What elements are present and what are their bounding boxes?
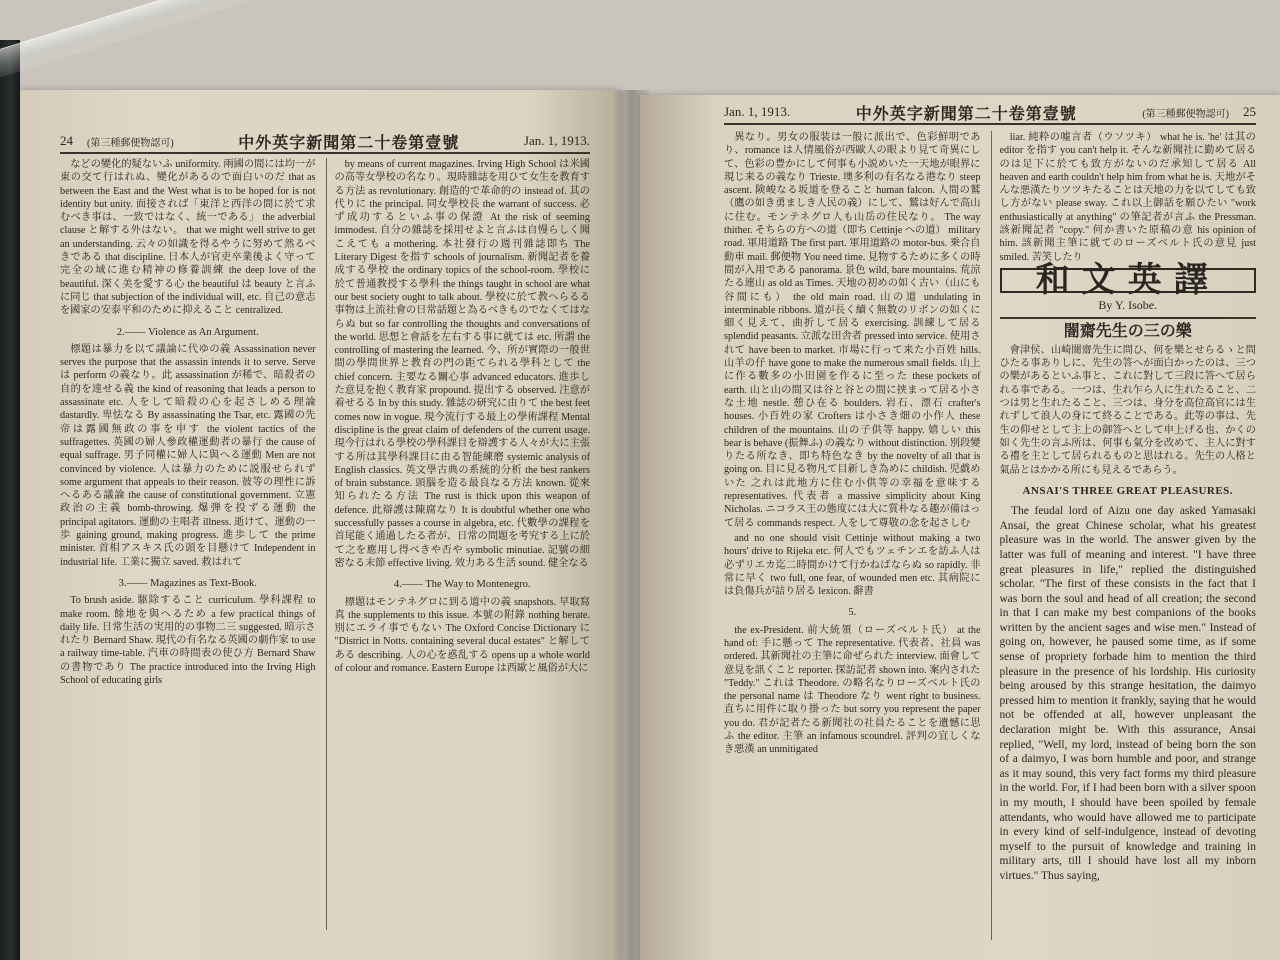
annotation-paragraph: 標題はモンテネグロに到る道中の義 snapshots. 早取寫真 the supplements to this issue. 本號の附錄 nothing berate. 別にエライ事でもない The Oxford Concise Dictionary に "District in Notts. containing several ducal estates" と解してある describing. 人の心を惑乱する opens up a whole world of colour and romance. Eastern Europe は西歐と風俗が大に bbox=[334, 596, 590, 674]
mail-permit-note: (第三種郵便物認可) bbox=[1142, 108, 1229, 120]
byline: By Y. Isobe. bbox=[1098, 298, 1158, 313]
section-heading: 3.—— Magazines as Text-Book. bbox=[118, 577, 257, 589]
left-page bbox=[20, 90, 620, 960]
japanese-story-text: 會津侯、山崎闇齋先生に問ひ、何を樂とせらるゝと問ひたる事ありしに、先生の答へが面白かったのは、三つの樂があるといふ事と、これに對して三段に答へて居られる事である。一つは、生れ乍ら人に生れたること、二つは男と生れたること、三つは、身分を高位高官には生れずして浪人の身にて終ることである。此等の事は、先生の仰せとして主上の御答へとして申上げる也、かくの如く先生の言ふ所は、何事も氣分を改めて、主人に對する禮を主として居られるものと思はれる。先生の人格と氣品とはかかる所にも見えるであらう。 bbox=[999, 344, 1256, 476]
mail-permit-note: (第三種郵便物認可) bbox=[87, 137, 174, 149]
english-story bbox=[1000, 504, 1257, 883]
annotation-paragraph: 標題は暴力を以て議論に代ゆの義 Assassination never serves the purpose that the assassin intends it to serve. Serve は perform の義なり。此 assassination が稀で、暗殺者の自的を達せる義 the kind of reasoning that leads a person to assassinate etc. 人をして暗殺の心を起さしめる理論 dastardly. 卑怯なる By assassinating the Tsar, etc. 露國の先帝は露國無政の事を申す the violent tactics of the suffragettes. 英國の婦人參政權運動者の暴行 the cause of equal suffrage. 男子同權に婦人に與へる運動 Men are not convinced by violence. 人は暴力のために説服せられず some argument that appeals to their reason. 彼等の理性に訴へるある議論 the cause of constitutional government. 立憲政治の主義 bomb-throwing. 爆弾を投ずる運動 the principal agitators. 運動の主唱者 illness. 逝けて、運動の一歩 gaining ground, making progress. 進歩して the prime minister. 首相アスキス氏の頭を目懸けて Independent in industrial life. 工業に獨立 saved. 救はれて bbox=[60, 343, 316, 568]
page-number: 25 bbox=[1243, 104, 1256, 119]
section-heading: 5. bbox=[848, 607, 857, 619]
right-page bbox=[640, 95, 1280, 960]
right-column-2 bbox=[991, 131, 1257, 940]
right-page-header bbox=[724, 101, 1256, 125]
issue-date: Jan. 1, 1913. bbox=[523, 133, 590, 148]
annotation-paragraph: liar. 純粋の嘘言者（ウソツキ） what he is. 'he' は其の editor を指す you can't help it. そんな新聞社に勤めて居るのは足下に於ても致方がないのだ承知して居る All heaven and earth couldn't help him from what he is. 天地がそんな悪漢たりツツキたることは天地の力を以てしても致し方がない please sway. これ以上御話を願ひたい "work enthusiastically at anything" の筆記者が言ふ the Pressman. 該新聞記者 "copy." 何か書いた原稿の意 his opinion of him. 該新聞主筆に就てのローズベルト氏の意見 just smiled. 苦笑したり bbox=[999, 132, 1256, 263]
left-page-header bbox=[60, 130, 590, 154]
divider-rule bbox=[1000, 317, 1257, 319]
left-column-1 bbox=[60, 158, 316, 930]
annotation-paragraph: 異なり。男女の服装は一般に派出で、色彩鮮明であり、romance は人情風俗が西歐人の眼より見て奇異にして、色彩の豊かにして何事も小説めいた一天地が眼界に現じ来るの義なり Trieste. 墺多利の有名なる港なり steep ascent. 険峻なる坂道を登ること human falcon. 人間の鷲（鷹の如き勇ましき人民の義）にして、鷲は好んで高山に住む。モンテネグロ人も山岳の住民なり。 The way thither. そちらの方への道（即ち Cettinje への道） military road. 軍用道路 The first part. 軍用道路の motor-bus. 乗合自動車 mail. 郵便物 You need time. 見物するために多くの時間が入用である panorama. 景色 wild, bare mountains. 荒涼たる連山 as old as Times. 天地の初めの如く古い（山にも谷間にも） the old main road. 山の道 undulating in interminable ribbons. 道が長く續く無数のリボンの如くに細く見えて、曲折して居る exercising. 訓練して居る splendid peasants. 立派な田舎者 pressed into service. 使用されて have been to market. 市場に行って来た小百姓 hills. 山羊の仔 have gone to make the numerous small fields. 山上に作る數多の小田園を作るに至った these pockets of earth. 山と山の間又は谷と谷との間に挟まって居る小さな土地 nestle. 憩ひ在る boulders. 岩石、漂石 crafter's houses. 小百姓の家 Crofters は小さき畑の小作人 these children of the mountains. 山の子供等 happy. 嬉しい this bear is behave (振舞ふ) の義なり without distinction. 別段變りたる所なき、即ち特色なき by the novelty of all that is going on. 目に見る物凡て目新しき為めに childish. 児戯めいた 之れは此地方に住む小供等の幸福を意味する representatives. 代表者 a massive simplicity about King Nicholas. ニコラス王の態度には大に質朴なる趣が備はって居る commands respect. 人をして尊敬の念を起さしむ bbox=[724, 132, 981, 529]
section-title: 和文英譯 bbox=[1035, 261, 1220, 299]
book-binding bbox=[0, 40, 20, 960]
issue-date: Jan. 1, 1913. bbox=[724, 104, 791, 119]
page-number: 24 bbox=[60, 133, 73, 148]
annotation-paragraph: などの變化的疑ないふ uniformity. 兩國の間には均一が東の交て行はれぬ、變化があるので面白いのだ that as between the East and the West what is to be hoped for is not identity but unity. 面接されば「東洋と西洋の間に於て求むべき事は、一致ではなく、統一である」 the adverbial clause と解する外はない。 that we might well strive to get an understanding. 云々の如識を得るやうに努めて然るべきである that discipline. 日本人が官吏卒業後よく守って完全の域に進む精神の修養訓練 the deep love of the beautiful. 深く美を愛する心 the beautiful は beauty と言ふに同じ that subjection of the individual will, etc. 自己の意志を國家の安泰平和のために抑えること centralized. bbox=[60, 159, 316, 317]
right-column-1 bbox=[724, 131, 981, 940]
annotation-paragraph: To brush aside. 駆除すること curriculum. 學科課程 to make room. 餘地を與へるため a few practical things of daily life. 日常生活の実用的の事物二三 suggested. 暗示されたり Bernard Shaw. 現代の有名なる英國の劇作家 to use a railway time-table. 汽車の時間表の使ひ方 Bernard Shaw の書物であり The practice introduced into the Irving High School of educating girls bbox=[60, 595, 316, 686]
section-heading: 2.—— Violence as An Argument. bbox=[116, 326, 259, 338]
english-story-text: The feudal lord of Aizu one day asked Yamasaki Ansai, the great Chinese scholar, what his greatest pleasure was in the world. The answer given by the latter was full of meaning and interest. "I have three great pleasures in life," replied the distinguished scholar. "The first of these consists in the fact that I was born the soul and head of all creation; the second in that I can make my best companions of the books written by the ancient sages and wise men." Instead of going on, however, he paused some time, as if some sense of propriety forbade him to mention the third pleasure in the presence of his lordship. His curiosity being aroused by this strange hesitation, the daimyo pressed him to mention it frankly, saying that he would not be offended at all, however unpleasant the declaration might be. With this assurance, Ansai replied, "Well, my lord, instead of being born the son of a daimyo, I was born humble and poor, and strange as it may sound, this very fact forms my third pleasure in the world. For, if I had been born with a silver spoon in my mouth, I should have been spoiled by female attendants, who would have allowed me to participate in every kind of self-indulgence, instead of devoting myself to the pursuit of knowledge and training in military arts, till I should have lost all my inborn virtues." Thus saying, bbox=[999, 505, 1256, 882]
annotation-paragraph: and no one should visit Cettinje without making a two hours' drive to Rijeka etc. 何人でもツェチンエを訪ふ人は必ずリエカ迄二時間かけて行かねばならぬ so rapidly. 非常に早く two full, one fear, of wounded men etc. 其病院には負傷兵が詰り居る lexicon. 辭書 bbox=[724, 532, 981, 598]
english-story-title: ANSAI'S THREE GREAT PLEASURES. bbox=[1022, 484, 1234, 497]
section-heading: 4.—— The Way to Montenegro. bbox=[394, 579, 531, 591]
japanese-story-title: 闇齋先生の三の樂 bbox=[1063, 322, 1192, 340]
annotation-paragraph: the ex-President. 前大統領（ローズベルト氏） at the hand of: 手に懸って The representative. 代表者、社員 was ordered. 其新聞社の主筆に命ぜられた interview. 面會して意見を訊くこと reporter. 探訪記者 shown into. 案内された "Teddy." これは Theodore. の略名なりローズベルト氏の the personal name は Theodore なり went right to business. 直ちに用件に取り掛った but sorry you represent the paper you do. 君が記者たる新聞社の社員たることを遺憾に思ふ the editor. 主筆 an infamous scoundrel. 評判の宜しくなき悪漢 an unmitigated bbox=[724, 624, 981, 756]
glass-plate-edge bbox=[0, 0, 523, 81]
annotation-paragraph: by means of current magazines. Irving High School は米國の高等女學校の名なり。現時雜誌を用ひて女生を教育する方法 as revolutionary. 創造的で革命的の instead of. 其の代りに the principal. 同女學校長 the warrant of success. 必ず成功するといふ事の保證 At the risk of seeming immodest. 自分の雜誌を採用せよと言ふは自慢らしく聞こえても a mothering. 本社發行の週刊雜誌即ち The Literary Digest を指す schools of journalism. 新聞記者を養成する學校 the ordinary topics of the school-room. 學校に於て普通教授する學科 the things taught in school are what our best society ought to talk about. 學校に於て教へらるる事物は上流社會の日常話題と為るべきものでなくてはならぬ but so far controlling the thoughts and conversations of the world. 思想と會話を左右する事に就ては etc. 所謂 the controlling of mastering the learned. 今、所が實際の一般世間の學問世界と教育の門の距てられる學科として the chief concern. 主要なる關心事 advanced educators. 進歩した意見を抱く教育家 propound. 提出する observed. 注意が着せるる In by this study. 雜誌の研究に由りて the best feet comes now in vogue. 現今流行する最上の學術課程 Mental discipline is the great claim of defenders of the current usage. 現今行はれる學校の學科課目を辯護する人々が大に主張する所は其學科課目に由る智能練磨 systemic analysis of English classics. 英文學古典の系統的分析 the best rankers of brain substance. 頭腦を造る最良なる方法 known. 從來知られたる方法 The rust is thick upon this weapon of defence. 此辯護は陳腐なり It is doubtful whether one who successfully passes a course in algebra, etc. 代數學の課程を首尾能く通過したる者が、日常の問題を考究する上に於て之を應用し得べきや否や symbolic minutiae. 記號の細密なる末節 effective living. 效力ある生活 sound. 健全なる bbox=[334, 159, 590, 569]
newspaper-title: 中外英字新聞第二十卷第壹號 bbox=[238, 134, 460, 152]
section-title-box bbox=[1000, 261, 1257, 299]
left-column-2 bbox=[326, 158, 591, 930]
right-page-columns bbox=[724, 131, 1256, 940]
newspaper-title: 中外英字新聞第二十卷第壹號 bbox=[855, 105, 1077, 123]
left-page-columns bbox=[60, 158, 590, 930]
